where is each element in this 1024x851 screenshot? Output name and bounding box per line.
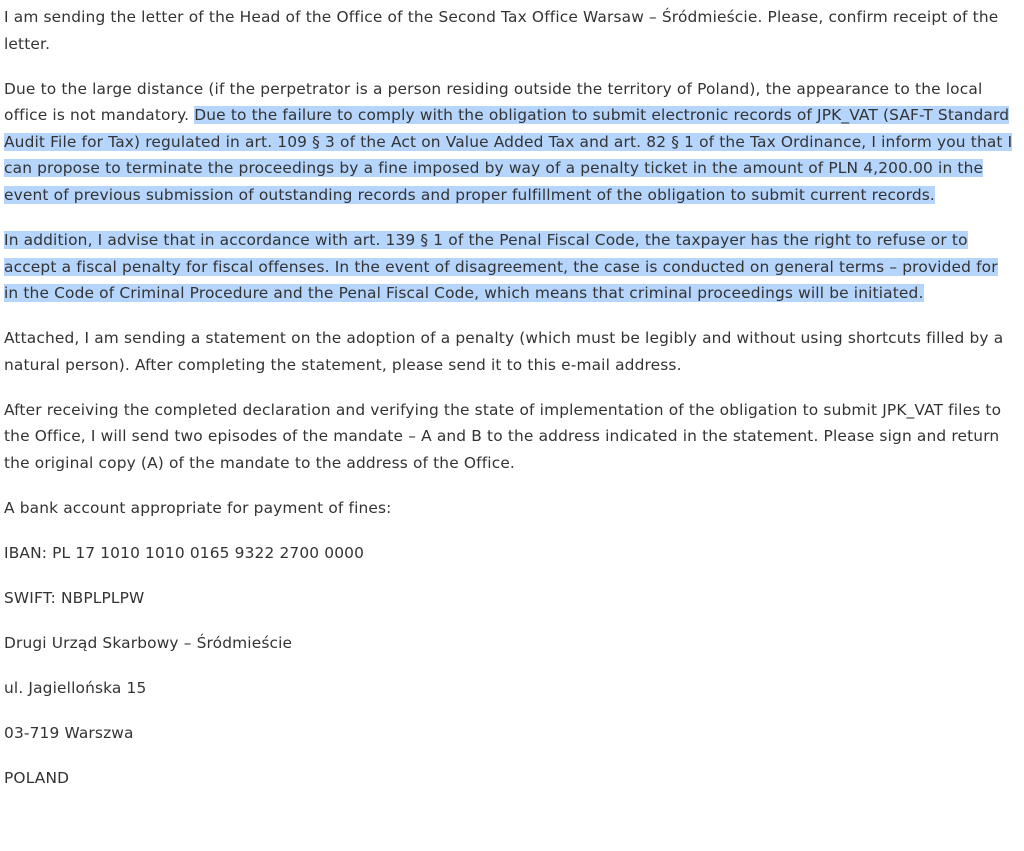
office-name: Drugi Urząd Skarbowy – Śródmieście	[4, 633, 293, 652]
office-country: POLAND	[4, 768, 70, 787]
paragraph-mandate: After receiving the completed declaration and verifying the state of implementation of the obligation to submit JPK_VAT files to the Office, I will send two episodes of the mandate – A and B to the address indicated in the statement. Please sign and return the original copy (A) of the mandate to the address of the Office.	[4, 400, 1002, 472]
iban-line: IBAN: PL 17 1010 1010 0165 9322 2700 0000	[4, 543, 365, 562]
office-street: ul. Jagiellońska 15	[4, 678, 147, 697]
office-city: 03-719 Warszwa	[4, 723, 134, 742]
paragraph-statement: Attached, I am sending a statement on the adoption of a penalty (which must be legibly and without using shortcuts filled by a natural person). After completing the statement, please send it to this e-mail address.	[4, 329, 1004, 374]
paragraph-distance	[4, 76, 1016, 209]
paragraph-penal-code	[4, 227, 1016, 307]
swift-line: SWIFT: NBPLPLPW	[4, 588, 145, 607]
paragraph-distance-text: Due to the large distance (if the perpetrator is a person residing outside the territory of Poland), the appearance to the local office is not mandatory.	[4, 79, 983, 125]
selected-text-obligation[interactable]: Due to the failure to comply with the obligation to submit electronic records of JPK_VAT (SAF-T Standard Audit File for Tax) regulated in art. 109 § 3 of the Act on Value Added Tax and art. 82 § 1 of the Tax Ordinance, I inform you that I can propose to terminate the proceedings by a fine imposed by way of a penalty ticket in the amount of PLN 4,200.00 in the event of previous submission of outstanding records and proper fulfillment of the obligation to submit current records.	[4, 106, 1013, 204]
paragraph-intro: I am sending the letter of the Head of the Office of the Second Tax Office Warsaw – Śródmieście. Please, confirm receipt of the letter.	[4, 8, 999, 53]
bank-account-intro: A bank account appropriate for payment of fines:	[4, 498, 392, 517]
selected-text-penal-code[interactable]: In addition, I advise that in accordance with art. 139 § 1 of the Penal Fiscal Code, the taxpayer has the right to refuse or to accept a fiscal penalty for fiscal offenses. In the event of disagreement, the case is conducted on general terms – provided for in the Code of Criminal Procedure and the Penal Fiscal Code, which means that criminal proceedings will be initiated.	[4, 230, 998, 303]
